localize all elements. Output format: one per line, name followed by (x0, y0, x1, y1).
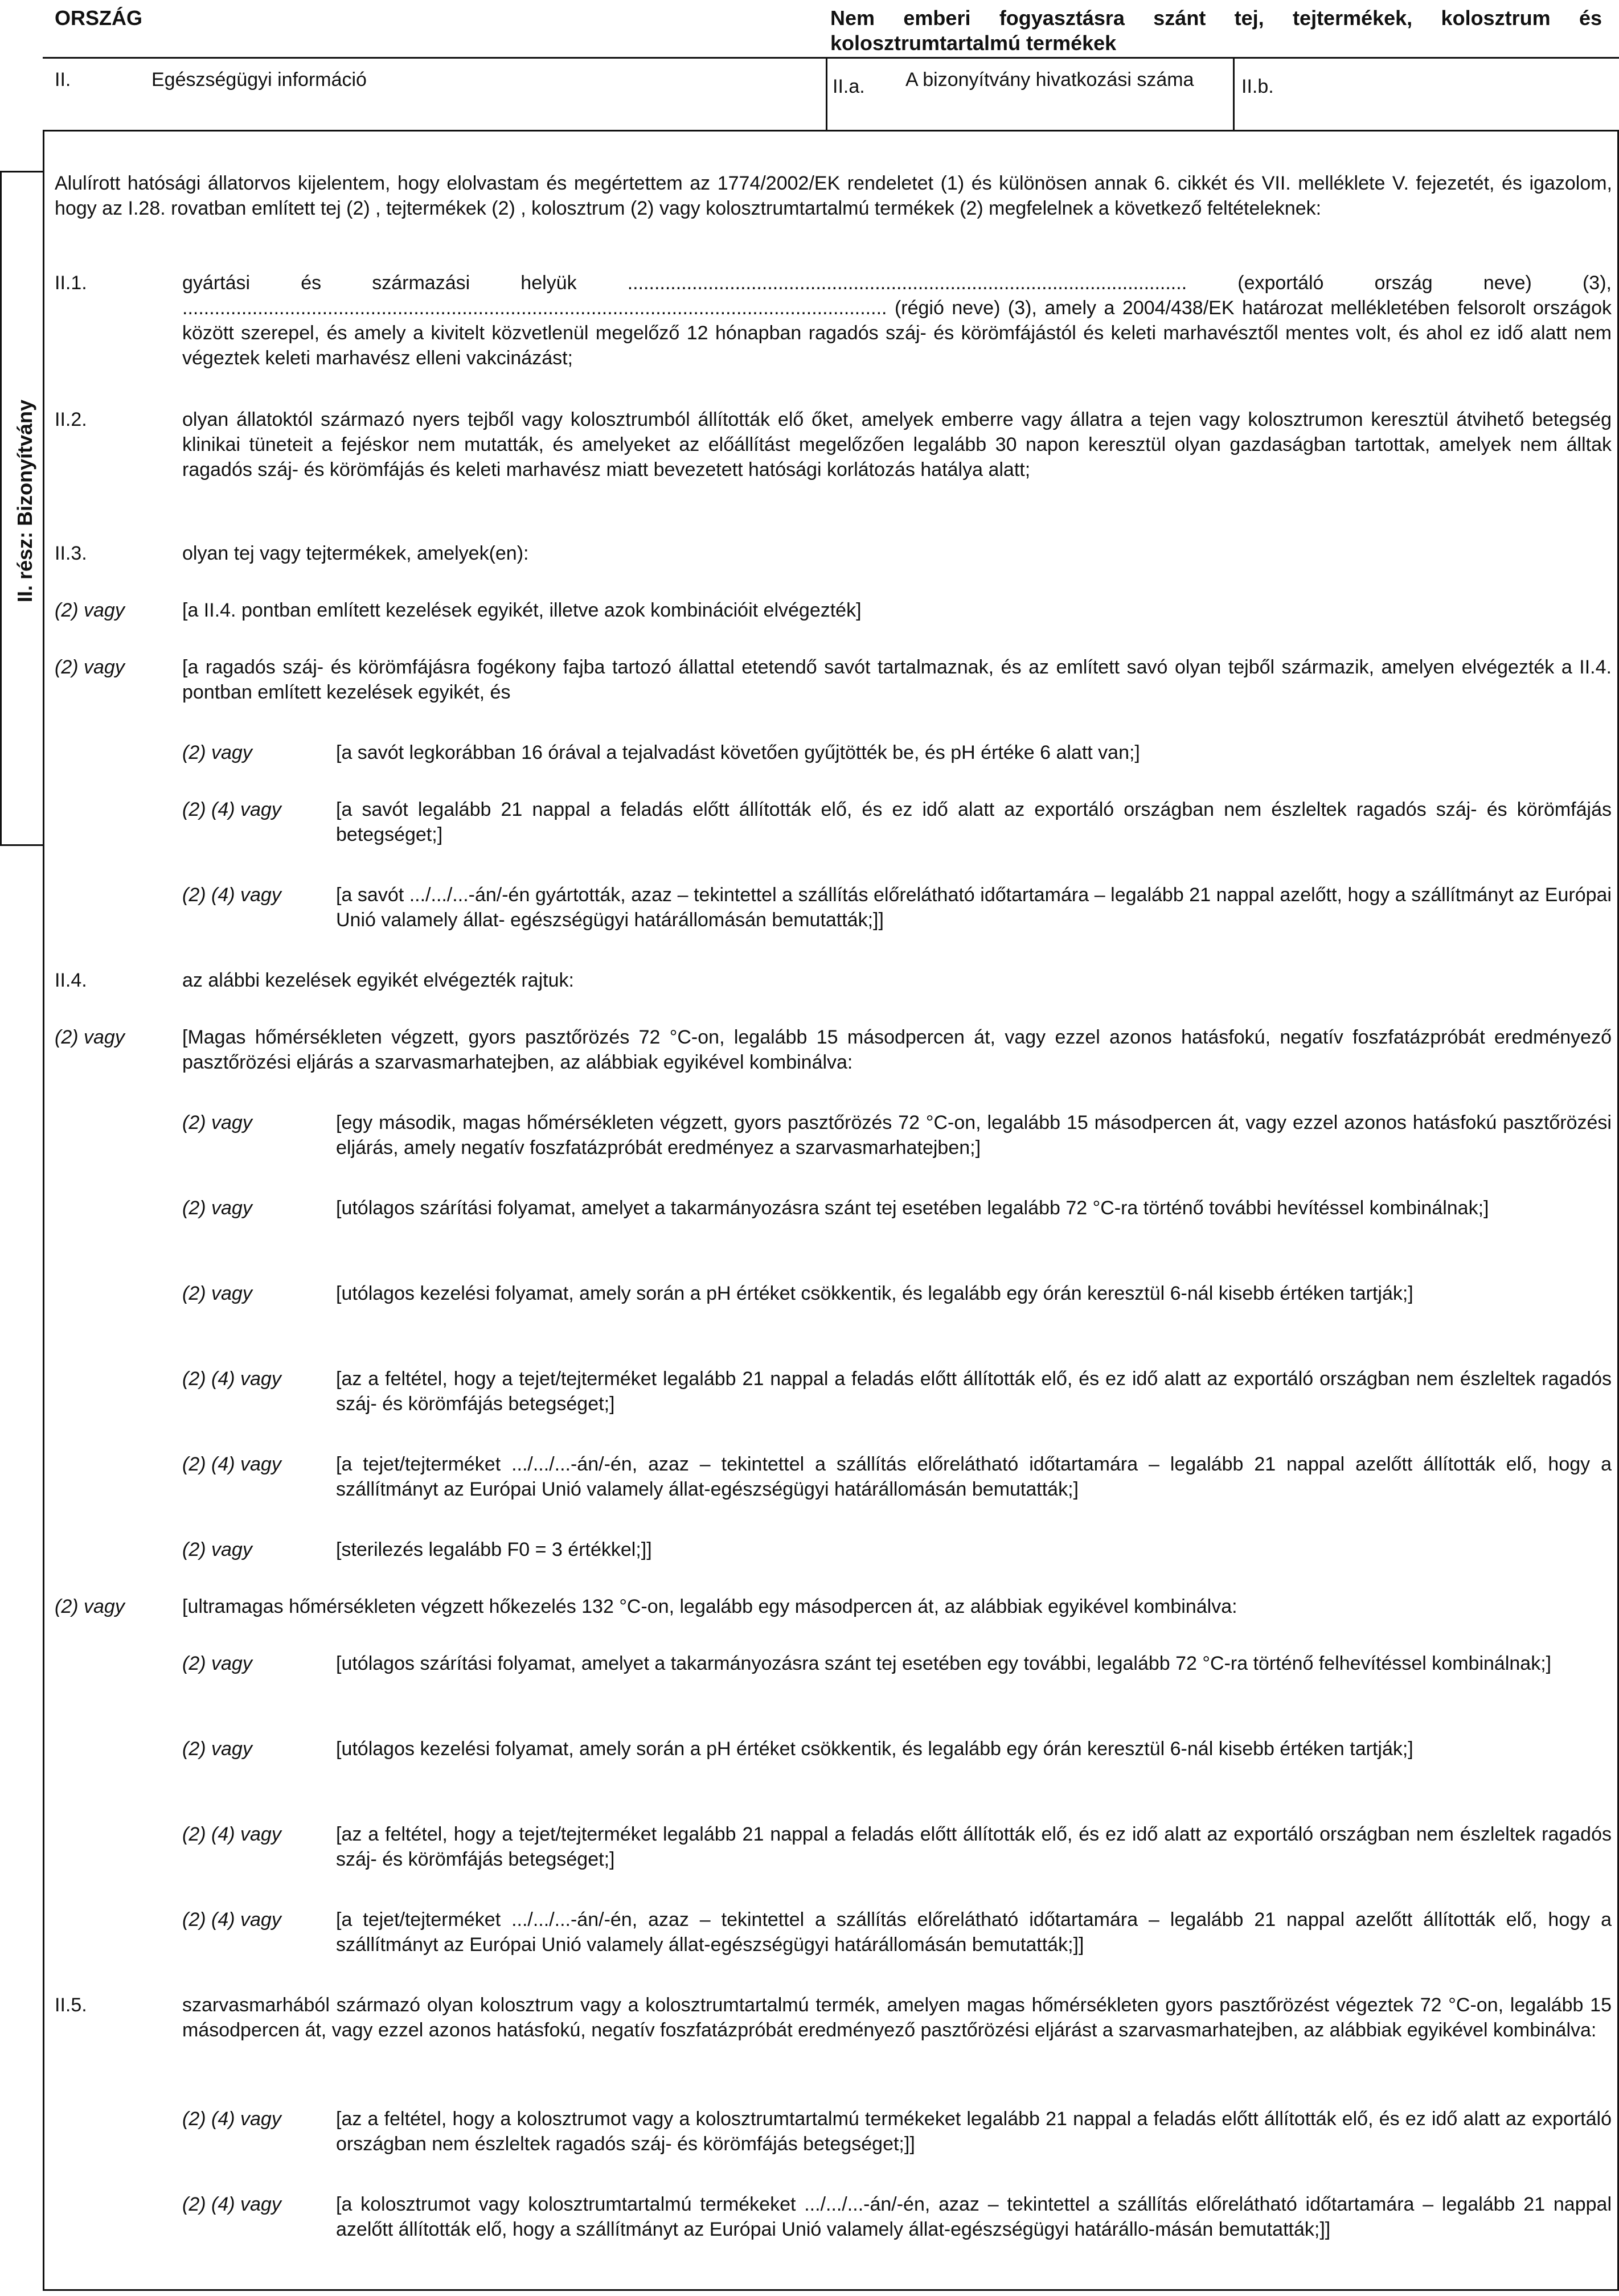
country-label: ORSZÁG (55, 6, 143, 30)
item-ii2-number: II.2. (55, 409, 87, 430)
sidebar-label-text: II. rész: Bizonyítvány (13, 399, 37, 603)
sidebar-top-rule (0, 171, 44, 172)
option-marker: (2) vagy (55, 599, 125, 621)
option-text: [az a feltétel, hogy a tejet/tejterméket legalább 21 nappal a feladás előtt állították elő, és ez idő alatt az exportáló országban nem észleltek ragadós száj- és körömfájás betegséget;] (336, 1823, 1612, 1870)
option-text: [Magas hőmérsékleten végzett, gyors pasztőrözés 72 °C-on, legalább 15 másodpercen át, vagy ezzel azonos hatásfokú, negatív foszfatázpróbát eredményező pasztőrözési eljárás a szarvasmarhatejben, az alábbiak egyikével kombinálva: (182, 1026, 1612, 1073)
option-marker: (2) vagy (182, 1653, 252, 1674)
intro-paragraph: Alulírott hatósági állatorvos kijelentem, hogy elolvastam és megértettem az 1774/2002/EK rendeletet (1) és különösen annak 6. cikkét és VII. melléklete V. fejezetét, és igazolom, hogy az I.28. rovatban említett tej (2) , tejtermékek (2) , kolosztrum (2) vagy kolosztrumtartalmú termékek (2) megfelelnek a következő feltételeknek: (55, 172, 1612, 219)
item-ii4-number: II.4. (55, 970, 87, 991)
option-marker: (2) vagy (182, 1197, 252, 1219)
item-ii1-number: II.1. (55, 272, 87, 294)
section-title: Egészségügyi információ (151, 69, 367, 91)
option-text: [a kolosztrumot vagy kolosztrumtartalmú termékeket .../.../...-án/-én, azaz – tekintettel a szállítás előrelátható időtartamára – legalább 21 nappal azelőtt állították elő, hogy a szállítmányt az Európai Unió valamely állat-egészségügyi határállo-másán bemutatták;]] (336, 2194, 1612, 2240)
option-marker: (2) (4) vagy (182, 1909, 281, 1931)
option-marker: (2) vagy (55, 1596, 125, 1617)
option-marker: (2) (4) vagy (182, 1368, 281, 1390)
option-marker: (2) (4) vagy (182, 1823, 281, 1845)
option-marker: (2) vagy (182, 1283, 252, 1304)
item-ii5-number: II.5. (55, 1994, 87, 2016)
option-marker: (2) (4) vagy (182, 2108, 281, 2130)
ref-b-left-rule (1233, 57, 1235, 131)
sidebar-bottom-rule (0, 844, 44, 846)
header-bottom-rule (43, 130, 1619, 132)
option-text: [a tejet/tejterméket .../.../...-án/-én, azaz – tekintettel a szállítás előrelátható időtartamára – legalább 21 nappal azelőtt állították elő, hogy a szállítmányt az Európai Unió valamely állat-egészségügyi határállomásán bemutatták;] (336, 1453, 1612, 1500)
option-marker: (2) (4) vagy (182, 884, 281, 906)
header-top-rule (43, 57, 1619, 59)
option-marker: (2) (4) vagy (182, 2194, 281, 2215)
certificate-title: Nem emberi fogyasztásra szánt tej, tejtermékek, kolosztrum és kolosztrumtartalmú termékek (830, 6, 1602, 55)
section-number: II. (55, 69, 71, 91)
option-text: [a savót legalább 21 nappal a feladás előtt állították elő, és ez idő alatt az exportáló országban nem észleltek ragadós száj- és körömfájás betegséget;] (336, 799, 1612, 845)
option-text: [utólagos kezelési folyamat, amely során a pH értéket csökkentik, és legalább egy órán keresztül 6-nál kisebb értéken tartják;] (336, 1283, 1413, 1304)
sidebar-label (11, 342, 39, 660)
option-marker: (2) vagy (182, 1738, 252, 1760)
option-text: [a savót .../.../...-án/-én gyártották, azaz – tekintettel a szállítás előrelátható időtartamára – legalább 21 nappal azelőtt, hogy a szállítmányt az Európai Unió valamely állat- egészségügyi határállomásán bemutatták;]] (336, 884, 1612, 931)
item-ii5-text: szarvasmarhából származó olyan kolosztrum vagy a kolosztrumtartalmú termék, amelyen magas hőmérsékleten gyors pasztőrözést végeztek 72 °C-on, legalább 15 másodpercen át, vagy ezzel azonos hatásfokú, negatív foszfatázpróbát eredményező pasztőrözési eljárást a szarvasmarhatejben, az alábbiak egyikével kombinálva: (182, 1994, 1612, 2041)
option-text: [a tejet/tejterméket .../.../...-án/-én, azaz – tekintettel a szállítás előrelátható időtartamára – legalább 21 nappal azelőtt állították elő, hogy a szállítmányt az Európai Unió valamely állat-egészségügyi határállomásán bemutatták;]] (336, 1909, 1612, 1956)
option-marker: (2) (4) vagy (182, 1453, 281, 1475)
option-text: [az a feltétel, hogy a tejet/tejterméket legalább 21 nappal a feladás előtt állították elő, és ez idő alatt az exportáló országban nem észleltek ragadós száj- és körömfájás betegséget;] (336, 1368, 1612, 1415)
item-ii3-text: olyan tej vagy tejtermékek, amelyek(en): (182, 543, 529, 564)
option-marker: (2) vagy (55, 656, 125, 678)
option-marker: (2) vagy (182, 742, 252, 763)
ref-a-left-rule (826, 57, 827, 131)
option-text: [ultramagas hőmérsékleten végzett hőkezelés 132 °C-on, legalább egy másodpercen át, az alábbiak egyikével kombinálva: (182, 1596, 1237, 1617)
item-ii3-number: II.3. (55, 543, 87, 564)
option-text: [utólagos kezelési folyamat, amely során a pH értéket csökkentik, és legalább egy órán keresztül 6-nál kisebb értéken tartják;] (336, 1738, 1413, 1760)
option-marker: (2) vagy (182, 1112, 252, 1133)
option-marker: (2) vagy (55, 1026, 125, 1048)
option-text: [utólagos szárítási folyamat, amelyet a takarmányozásra szánt tej esetében legalább 72 °C-ra történő további hevítéssel kombinálnak;] (336, 1197, 1489, 1219)
option-text: [az a feltétel, hogy a kolosztrumot vagy a kolosztrumtartalmú termékeket legalább 21 nappal a feladás előtt állították elő, és ez idő alatt az exportáló országban nem észleltek ragadós száj- és körömfájás betegséget;]] (336, 2108, 1612, 2155)
frame-bottom-rule (43, 2289, 1619, 2291)
option-marker: (2) (4) vagy (182, 799, 281, 820)
option-marker: (2) vagy (182, 1539, 252, 1560)
option-text: [a II.4. pontban említett kezelések egyikét, illetve azok kombinációit elvégezték] (182, 599, 862, 621)
option-text: [utólagos szárítási folyamat, amelyet a takarmányozásra szánt tej esetében egy további, legalább 72 °C-ra történő felhevítéssel kombinálnak;] (336, 1653, 1552, 1674)
item-ii2-text: olyan állatoktól származó nyers tejből vagy kolosztrumból állították elő őket, amelyek emberre vagy állatra a tejen vagy kolosztrumon keresztül átvihető betegség klinikai tüneteit a fejéskor nem mutatták, és amelyeket az előállítást megelőzően legalább 30 napon keresztül olyan gazdaságban tartottak, amelyek nem álltak ragadós száj- és körömfájás és keleti marhavész miatt bevezetett hatósági korlátozás hatálya alatt; (182, 409, 1612, 480)
option-text: [egy második, magas hőmérsékleten végzett, gyors pasztőrözés 72 °C-on, legalább 15 másodpercen át, vagy ezzel azonos hatásfokú pasztőrözési eljárás, amely negatív foszfatázpróbát eredményez a szarvasmarhatejben;] (336, 1112, 1612, 1159)
ref-a-number: II.a. (833, 76, 865, 97)
sidebar-left-rule (0, 171, 2, 845)
option-text: [a ragadós száj- és körömfájásra fogékony fajba tartozó állattal etetendő savót tartalmaznak, és az említett savó olyan tejből származik, amelyen elvégezték a II.4. pontban említett kezelések egyikét, és (182, 656, 1612, 703)
frame-left-rule (43, 130, 44, 2290)
option-text: [a savót legkorábban 16 órával a tejalvadást követően gyűjtötték be, és pH értéke 6 alatt van;] (336, 742, 1140, 763)
option-text: [sterilezés legalább F0 = 3 értékkel;]] (336, 1539, 652, 1560)
ref-a-label: A bizonyítvány hivatkozási száma (905, 69, 1194, 91)
item-ii1-text: gyártási és származási helyük ........................................................................................................ (exportáló ország neve) (3), ................................................................................................................................... (régió neve) (3), amely a 2004/438/EK határozat mellékletében felsorolt országok között szerepel, és amely a kivitelt közvetlenül megelőző 12 hónapban ragadós száj- és körömfájástól és keleti marhavésztől mentes volt, és ahol ez idő alatt nem végeztek keleti marhavész elleni vakcinázást; (182, 272, 1612, 369)
item-ii4-text: az alábbi kezelések egyikét elvégezték rajtuk: (182, 970, 574, 991)
ref-b-number: II.b. (1241, 76, 1274, 97)
